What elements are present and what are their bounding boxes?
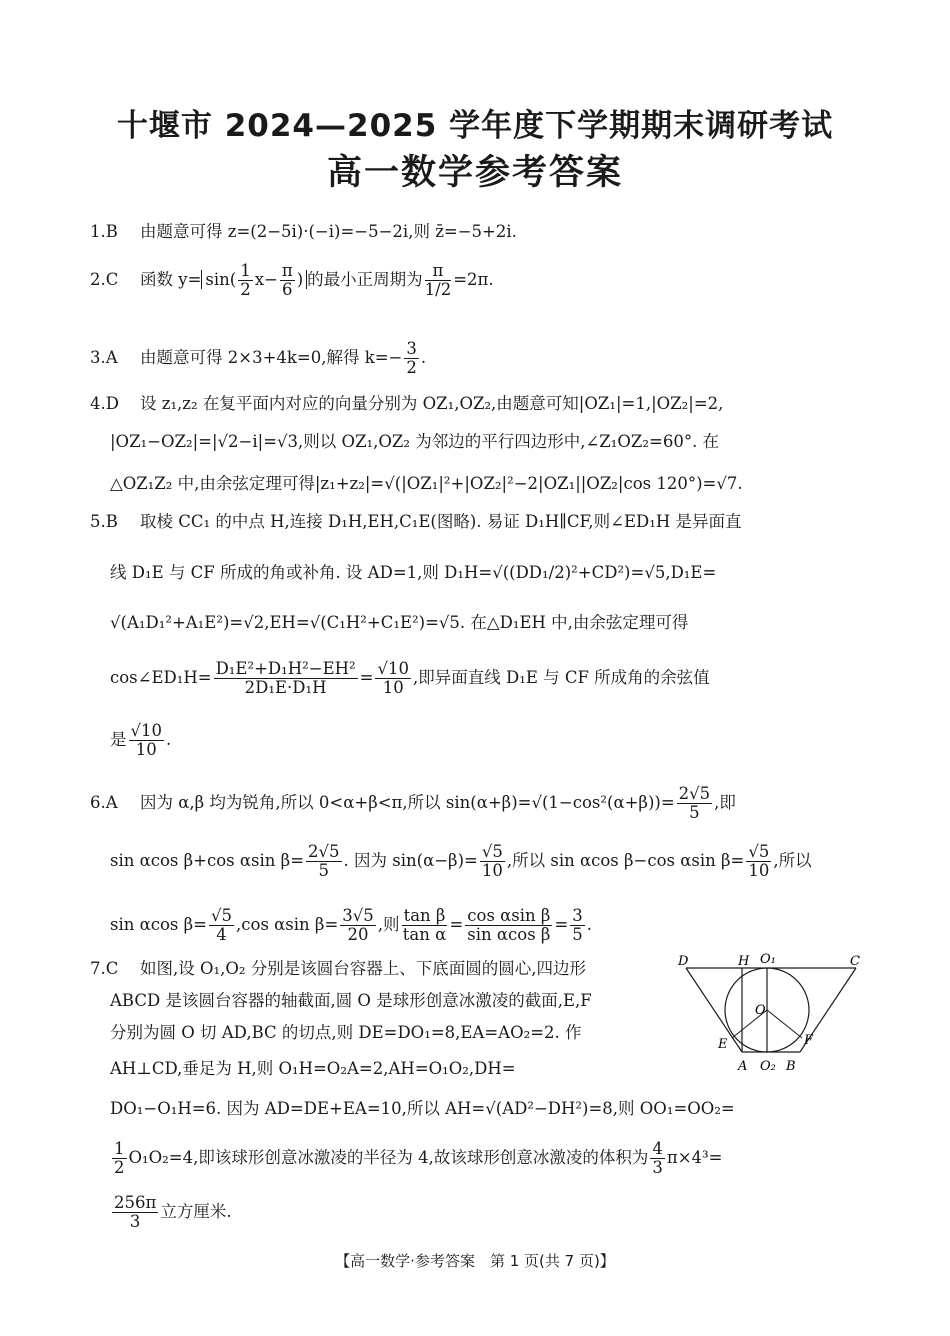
answer-7-line-3: 分别为圆 O 切 AD,BC 的切点,则 DE=DO₁=8,EA=AO₂=2. 作 — [110, 1023, 582, 1042]
fraction: $\frac{\text{tan β}}{\text{tan α}}$ — [402, 906, 447, 944]
fraction: $\frac{2√5}{5}$ — [308, 842, 340, 880]
answer-3: 3.A 由题意可得 2×3+4k=0,解得 k=− $\frac{3}{2}$ . — [90, 339, 427, 377]
answer-7-line-5: DO₁−O₁H=6. 因为 AD=DE+EA=10,所以 AH=√(AD²−DH²)=8,则 OO₁=OO₂= — [110, 1099, 735, 1118]
fraction: $\frac{3}{5}$ — [572, 906, 583, 944]
answer-5: 5.B 取棱 CC₁ 的中点 H,连接 D₁H,EH,C₁E(图略). 易证 D₁H∥CF,则∠ED₁H 是异面直 — [90, 512, 742, 531]
fraction: $\frac{√10}{10}$ — [130, 721, 163, 759]
fraction: $\frac{\pi}{1/2}$ — [424, 261, 452, 299]
answer-5-line-2: 线 D₁E 与 CF 所成的角或补角. 设 AD=1,则 D₁H=√((DD₁/2)²+CD²)=√5,D₁E= — [110, 563, 717, 582]
label-f: F — [804, 1033, 814, 1048]
fraction: $\frac{\pi}{6}$ — [281, 261, 293, 299]
label-o2: O₂ — [760, 1059, 776, 1074]
label-c: C — [850, 954, 860, 969]
answer-number: 3.A — [90, 348, 118, 367]
fraction: $\frac{4}{3}$ — [652, 1139, 663, 1177]
answer-5-line-5: 是 $\frac{√10}{10}$ . — [110, 721, 172, 759]
label-o1: O₁ — [760, 952, 776, 967]
answer-6: 6.A 因为 α,β 均为锐角,所以 0<α+β<π,所以 sin(α+β)=√(1−cos²(α+β))= $\frac{2√5}{5}$ ,即 — [90, 784, 736, 822]
answer-number: 2.C — [90, 270, 119, 289]
answer-6-line-2: sin αcos β+cos αsin β= $\frac{2√5}{5}$ . 因为 sin(α−β)= $\frac{√5}{10}$ ,所以 sin αcos β−cos αsin β= $\frac{√5}{10}$ ,所以 — [110, 842, 812, 880]
fraction: $\frac{\text{cos αsin β}}{\text{sin αcos β}}$ — [467, 906, 551, 944]
answer-5-line-4: cos∠ED₁H= $\frac{\text{D₁E²+D₁H²−EH²}}{\text{2D₁E·D₁H}}$ = $\frac{√10}{10}$ ,即异面直线 D₁E 与 CF 所成角的余弦值 — [110, 659, 710, 697]
answer-7-line-7: $\frac{256\pi}{3}$ 立方厘米. — [114, 1193, 232, 1231]
segment-da — [686, 968, 742, 1052]
fraction: $\frac{256\pi}{3}$ — [114, 1193, 157, 1231]
answer-7-line-4: AH⊥CD,垂足为 H,则 O₁H=O₂A=2,AH=O₁O₂,DH= — [110, 1059, 516, 1078]
answer-number: 7.C — [90, 959, 119, 978]
fraction: $\frac{√5}{10}$ — [481, 842, 503, 880]
answer-4-line-2: |OZ₁−OZ₂|=|√2−i|=√3,则以 OZ₁,OZ₂ 为邻边的平行四边形中,∠Z₁OZ₂=60°. 在 — [110, 432, 720, 451]
answer-4: 4.D 设 z₁,z₂ 在复平面内对应的向量分别为 OZ₁,OZ₂,由题意可知|OZ₁|=1,|OZ₂|=2, — [90, 394, 724, 413]
fraction: $\frac{3}{2}$ — [406, 339, 417, 377]
answer-title: 高一数学参考答案 — [326, 153, 623, 193]
answer-number: 5.B — [90, 512, 118, 531]
label-h: H — [738, 954, 750, 969]
answer-number: 1.B — [90, 222, 118, 241]
fraction: $\frac{1}{2}$ — [240, 261, 251, 299]
label-o: O — [755, 1003, 766, 1018]
answer-7-line-2: ABCD 是该圆台容器的轴截面,圆 O 是球形创意冰激凌的截面,E,F — [110, 991, 592, 1010]
fraction: $\frac{√10}{10}$ — [377, 659, 409, 697]
fraction: $\frac{\text{D₁E²+D₁H²−EH²}}{\text{2D₁E·D₁H}}$ — [215, 659, 356, 697]
fraction: $\frac{3√5}{20}$ — [342, 906, 374, 944]
answer-1: 1.B 由题意可得 z=(2−5i)·(−i)=−5−2i,则 z̄=−5+2i. — [90, 222, 517, 241]
geometry-diagram — [676, 952, 866, 1078]
label-e: E — [718, 1037, 728, 1052]
answer-4-line-3: △OZ₁Z₂ 中,由余弦定理可得|z₁+z₂|=√(|OZ₁|²+|OZ₂|²−2|OZ₁||OZ₂|cos 120°)=√7. — [110, 474, 743, 493]
answer-number: 4.D — [90, 394, 119, 413]
radius-of — [767, 1010, 802, 1038]
frustum-sphere-figure — [676, 952, 866, 1078]
exam-title: 十堰市 2024—2025 学年度下学期期末调研考试 — [116, 108, 834, 144]
answer-6-line-3: sin αcos β= $\frac{√5}{4}$ ,cos αsin β= $\frac{3√5}{20}$ ,则 $\frac{\text{tan β}}{\text{tan α}}$ = $\frac{\text{cos αsin β}}{\text{sin αcos β}}$ = $\frac{3}{5}$ . — [110, 906, 593, 944]
answer-7: 7.C 如图,设 O₁,O₂ 分别是该圆台容器上、下底面圆的圆心,四边形 — [90, 959, 587, 978]
fraction: $\frac{√5}{10}$ — [748, 842, 770, 880]
label-d: D — [678, 954, 689, 969]
answer-number: 6.A — [90, 793, 118, 812]
answer-2: 2.C 函数 y= sin( $\frac{1}{2}$ x− $\frac{\pi}{6}$ ) 的最小正周期为 $\frac{\pi}{1/2}$ =2π. — [90, 261, 494, 299]
label-a: A — [738, 1059, 748, 1074]
label-b: B — [786, 1059, 796, 1074]
fraction: $\frac{1}{2}$ — [114, 1139, 125, 1177]
answer-7-line-6: $\frac{1}{2}$ O₁O₂=4,即该球形创意冰激凌的半径为 4,故该球形创意冰激凌的体积为 $\frac{4}{3}$ π×4³= — [114, 1139, 723, 1177]
page-footer: 【高一数学·参考答案 第 1 页(共 7 页)】 — [335, 1252, 615, 1270]
fraction: $\frac{√5}{4}$ — [211, 906, 233, 944]
answer-5-line-3: √(A₁D₁²+A₁E²)=√2,EH=√(C₁H²+C₁E²)=√5. 在△D₁EH 中,由余弦定理可得 — [110, 613, 689, 632]
fraction: $\frac{2√5}{5}$ — [678, 784, 711, 822]
